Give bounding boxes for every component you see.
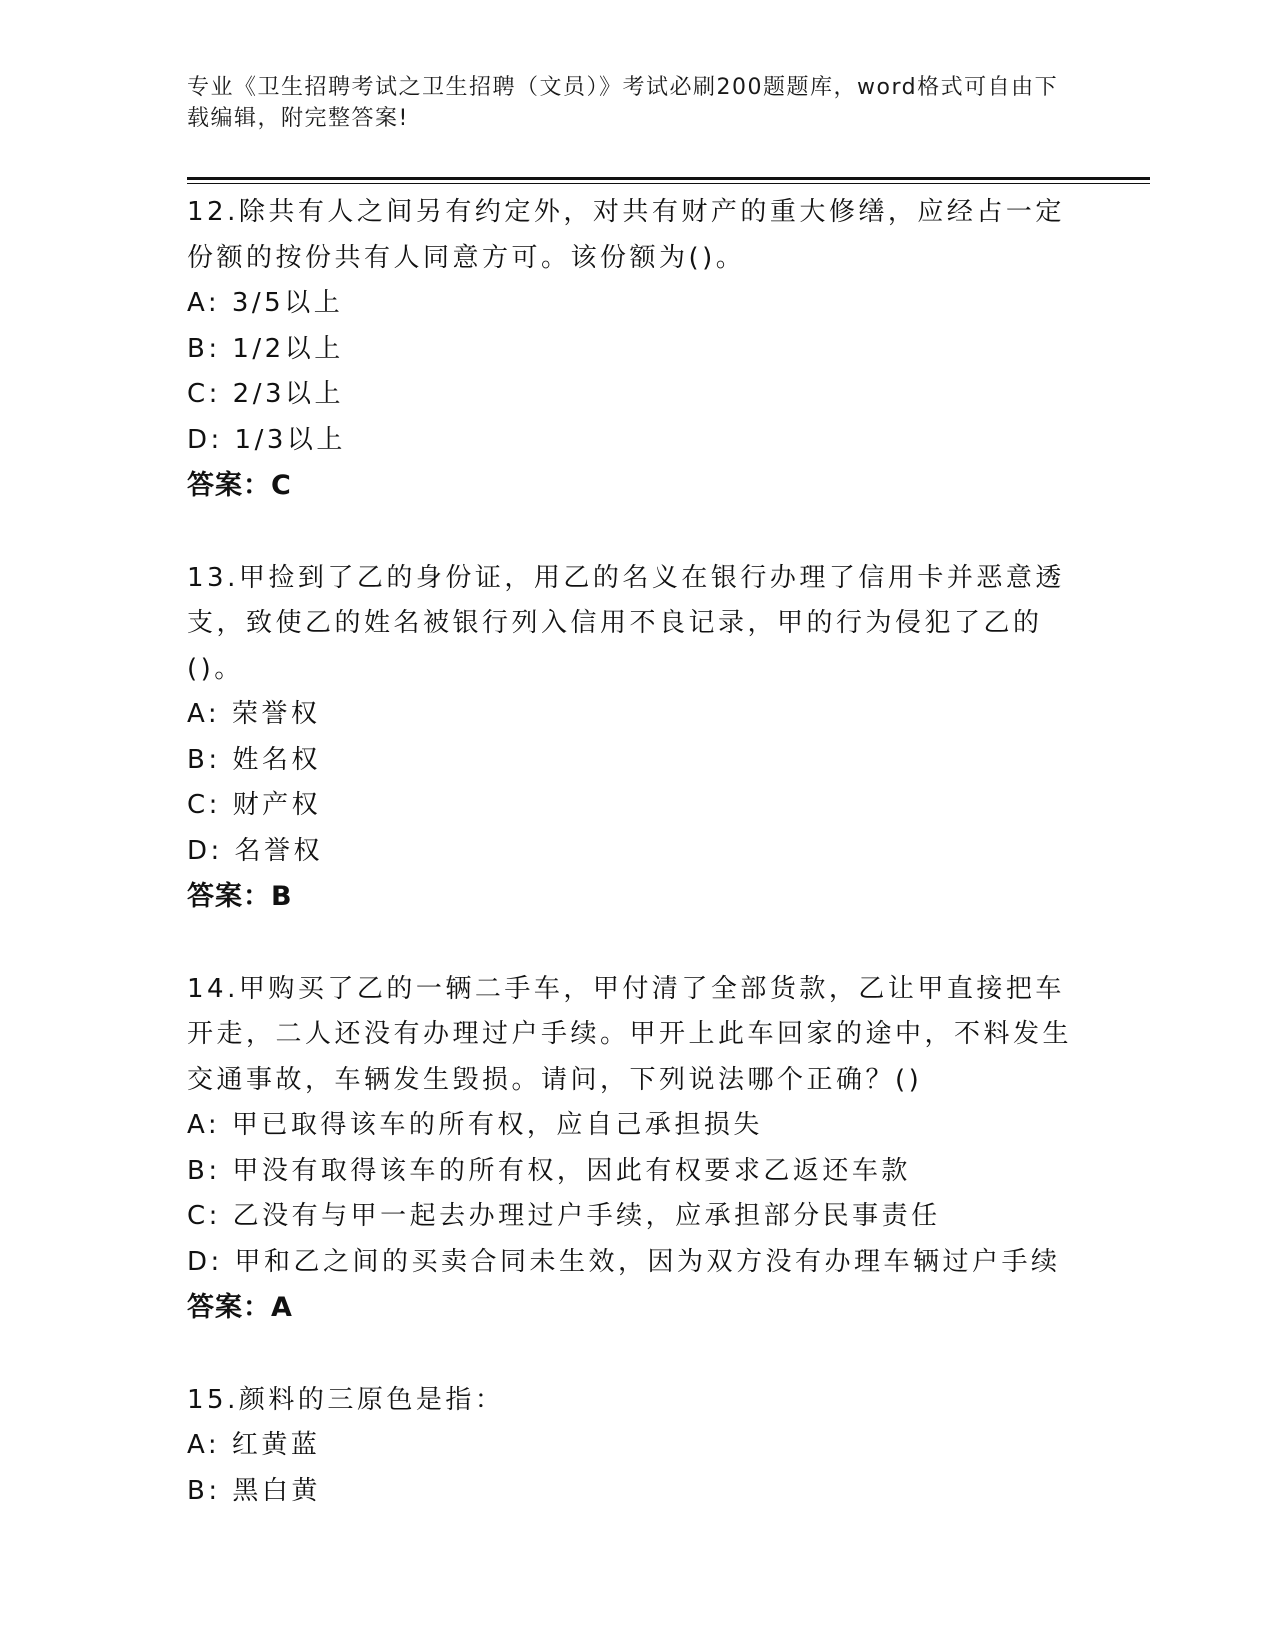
question-text: 15.颜料的三原色是指： bbox=[187, 1384, 505, 1415]
question-15 bbox=[187, 1378, 1087, 1515]
option-list bbox=[187, 281, 1087, 463]
option-b: B: 姓名权 bbox=[187, 744, 321, 775]
option-a: A: 甲已取得该车的所有权，应自己承担损失 bbox=[187, 1110, 763, 1140]
answer-text: 答案：A bbox=[187, 1292, 293, 1323]
question-text: 14.甲购买了乙的一辆二手车，甲付清了全部货款，乙让甲直接把车开走，二人还没有办理过户手续。甲开上此车回家的途中，不料发生交通事故，车辆发生毁损。请问，下列说法哪个正确？() bbox=[187, 973, 1073, 1095]
option-b: B: 1/2以上 bbox=[187, 333, 344, 364]
question-13 bbox=[187, 556, 1087, 920]
header-rule-thick bbox=[187, 177, 1150, 180]
option-b: B: 甲没有取得该车的所有权，因此有权要求乙返还车款 bbox=[187, 1155, 911, 1186]
question-text: 13.甲捡到了乙的身份证，用乙的名义在银行办理了信用卡并恶意透支，致使乙的姓名被银行列入信用不良记录，甲的行为侵犯了乙的()。 bbox=[187, 562, 1065, 684]
option-list bbox=[187, 692, 1087, 874]
question-14 bbox=[187, 967, 1087, 1331]
option-c: C: 财产权 bbox=[187, 790, 322, 820]
document-header: 专业《卫生招聘考试之卫生招聘（文员）》考试必刷200题题库，word格式可自由下载编辑，附完整答案! bbox=[187, 75, 1059, 131]
answer-text: 答案：B bbox=[187, 881, 293, 912]
option-b: B: 黑白黄 bbox=[187, 1475, 321, 1506]
option-a: A: 3/5以上 bbox=[187, 288, 344, 318]
option-list bbox=[187, 1103, 1087, 1285]
option-d: D: 甲和乙之间的买卖合同未生效，因为双方没有办理车辆过户手续 bbox=[187, 1246, 1061, 1277]
option-c: C: 2/3以上 bbox=[187, 379, 345, 409]
option-d: D: 名誉权 bbox=[187, 835, 324, 866]
question-list bbox=[187, 190, 1087, 1561]
answer-text: 答案：C bbox=[187, 470, 292, 501]
option-a: A: 红黄蓝 bbox=[187, 1430, 321, 1460]
option-d: D: 1/3以上 bbox=[187, 424, 346, 455]
question-12 bbox=[187, 190, 1087, 509]
header-rule-thin bbox=[187, 183, 1150, 184]
question-text: 12.除共有人之间另有约定外，对共有财产的重大修缮，应经占一定份额的按份共有人同意方可。该份额为()。 bbox=[187, 197, 1065, 273]
option-a: A: 荣誉权 bbox=[187, 699, 321, 729]
option-c: C: 乙没有与甲一起去办理过户手续，应承担部分民事责任 bbox=[187, 1201, 941, 1231]
option-list bbox=[187, 1423, 1087, 1514]
